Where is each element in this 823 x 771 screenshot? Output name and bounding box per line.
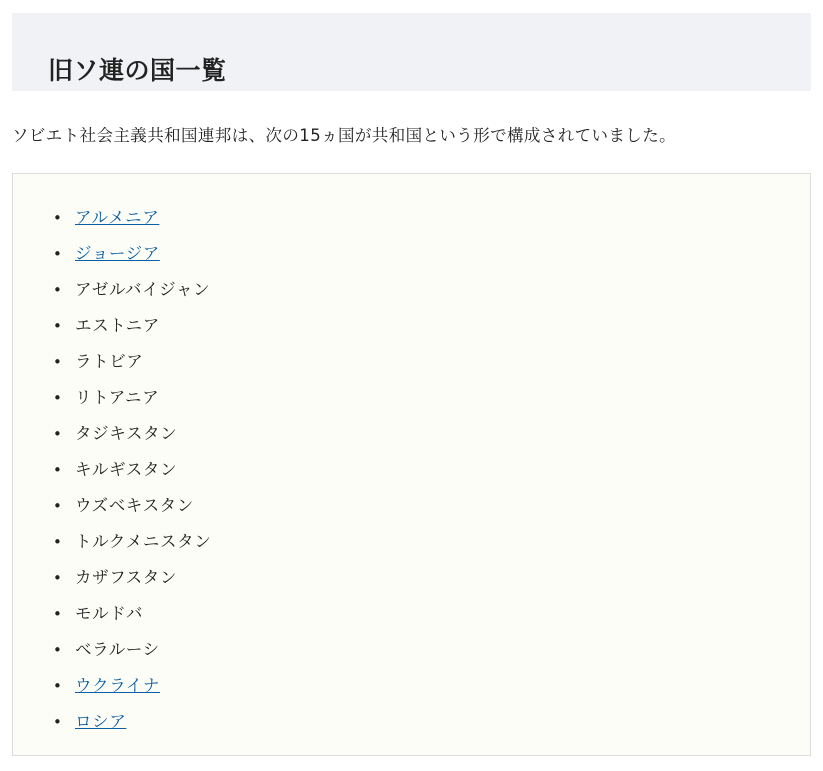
country-list xyxy=(13,174,810,740)
country-link[interactable]: ロシア xyxy=(75,712,127,731)
country-label: キルギスタン xyxy=(75,460,178,479)
intro-paragraph: ソビエト社会主義共和国連邦は、次の15ヵ国が共和国という形で構成されていました。 xyxy=(12,126,676,145)
list-item xyxy=(75,488,810,524)
country-link[interactable]: アルメニア xyxy=(75,208,160,227)
country-label: ラトビア xyxy=(75,352,144,371)
country-label: ウズベキスタン xyxy=(75,496,194,515)
country-label: アゼルバイジャン xyxy=(75,280,211,299)
list-item xyxy=(75,344,810,380)
list-item xyxy=(75,560,810,596)
list-item xyxy=(75,416,810,452)
page-header-band xyxy=(12,13,811,91)
country-label: リトアニア xyxy=(75,388,160,407)
list-item xyxy=(75,596,810,632)
page-title: 旧ソ連の国一覧 xyxy=(48,56,227,85)
list-item xyxy=(75,524,810,560)
country-list-container xyxy=(12,173,811,756)
country-label: モルドバ xyxy=(75,604,144,623)
list-item xyxy=(75,200,810,236)
country-label: エストニア xyxy=(75,316,160,335)
country-label: トルクメニスタン xyxy=(75,532,212,551)
list-item xyxy=(75,380,810,416)
list-item xyxy=(75,452,810,488)
list-item xyxy=(75,632,810,668)
list-item xyxy=(75,668,810,704)
country-link[interactable]: ジョージア xyxy=(75,244,160,263)
list-item xyxy=(75,308,810,344)
list-item xyxy=(75,272,810,308)
country-label: ベラルーシ xyxy=(75,640,160,659)
country-label: カザフスタン xyxy=(75,568,177,587)
country-label: タジキスタン xyxy=(75,424,178,443)
list-item xyxy=(75,236,810,272)
list-item xyxy=(75,704,810,740)
country-link[interactable]: ウクライナ xyxy=(75,676,161,695)
